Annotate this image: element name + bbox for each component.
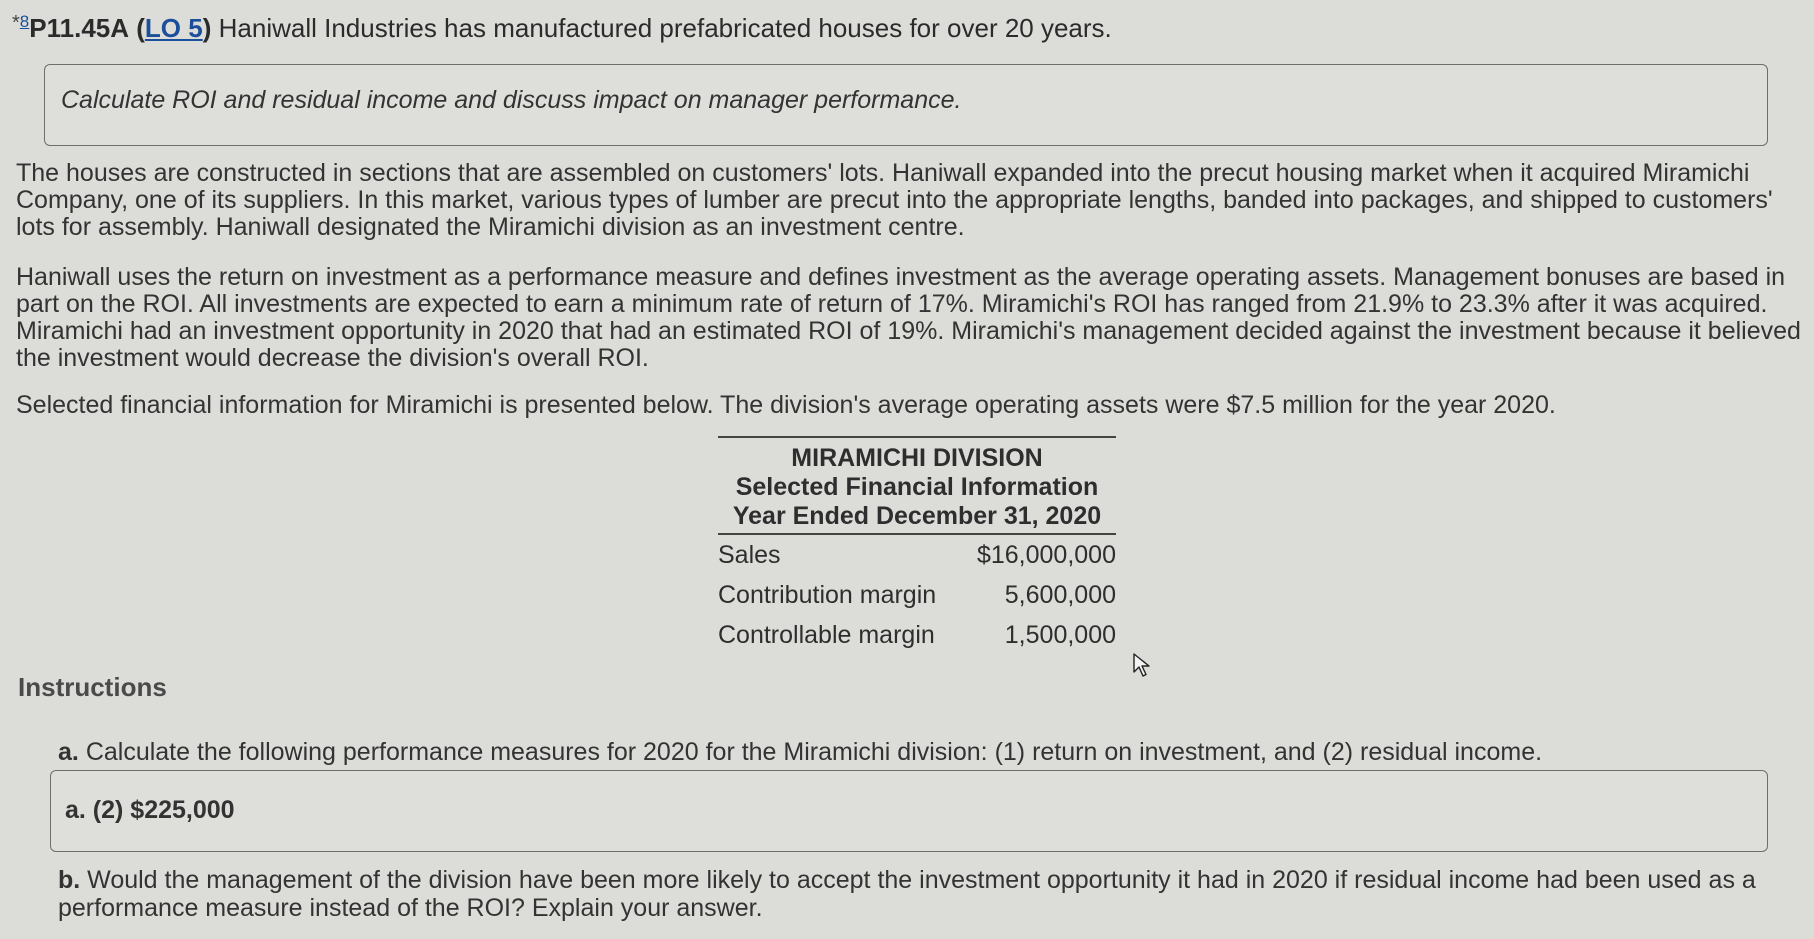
question-b-letter: b. [58,866,81,894]
instructions-heading: Instructions [18,672,167,702]
lo-open-paren: ( [136,13,145,43]
row-label: Controllable margin [718,621,935,649]
table-row [718,615,1116,655]
paragraph-selected-info: Selected financial information for Miramichi is presented below. The division's average operating assets were $7.5 million for the year 2020. [16,391,1556,419]
learning-objective-link[interactable]: LO 5 [144,13,203,43]
financial-table [718,436,1116,655]
row-label: Contribution margin [718,581,937,609]
table-row [718,535,1116,575]
problem-code: P11.45A [29,13,130,43]
objective-text: Calculate ROI and residual income and discuss impact on manager performance. [61,86,962,114]
table-row [718,575,1116,615]
table-heading [718,438,1116,533]
question-a-letter: a. [58,738,79,766]
row-value: 5,600,000 [1004,581,1116,609]
question-b [58,866,1788,922]
problem-title: Haniwall Industries has manufactured prefabricated houses for over 20 years. [218,13,1112,43]
problem-number-link[interactable]: 8 [19,12,30,31]
paragraph-roi: Haniwall uses the return on investment as a performance measure and defines investment as the average operating assets. Management bonuses are based in part on the ROI. All investments are expected to earn a minimum rate of return of 17%. Miramichi's ROI has ranged from 21.9% to 23.3% after it was acquired. Miramichi had an investment opportunity in 2020 that had an estimated ROI of 19%. Miramichi's management decided against the investment because it believed the investment would decrease the division's overall ROI. [16,263,1801,372]
question-b-text: Would the management of the division have been more likely to accept the investment opportunity it had in 2020 if residual income had been used as a performance measure instead of the ROI? Explain your answer. [58,866,1756,922]
required-star: * [12,12,20,34]
question-a-text: Calculate the following performance measures for 2020 for the Miramichi division: (1) return on investment, and (2) residual income. [85,738,1543,766]
mouse-pointer-icon [1132,652,1154,678]
paragraph-intro: The houses are constructed in sections that are assembled on customers' lots. Haniwall expanded into the precut housing market when it acquired Miramichi Company, one of its suppliers. In this market, various types of lumber are precut into the appropriate lengths, banded into packages, and shipped to customers' lots for assembly. Haniwall designated the Miramichi division as an investment centre. [16,159,1773,241]
answer-a-text: a. (2) $225,000 [65,796,235,824]
answer-a-field[interactable] [50,770,1768,852]
table-heading-period: Year Ended December 31, 2020 [732,502,1102,530]
table-heading-subtitle: Selected Financial Information [735,473,1099,501]
row-value: 1,500,000 [1004,621,1116,649]
table-heading-division: MIRAMICHI DIVISION [791,444,1043,472]
problem-header [12,12,1112,44]
question-a [58,738,1788,766]
row-value: $16,000,000 [976,541,1116,569]
objective-box [44,64,1768,146]
lo-close-paren: ) [202,13,212,43]
row-label: Sales [718,541,781,569]
